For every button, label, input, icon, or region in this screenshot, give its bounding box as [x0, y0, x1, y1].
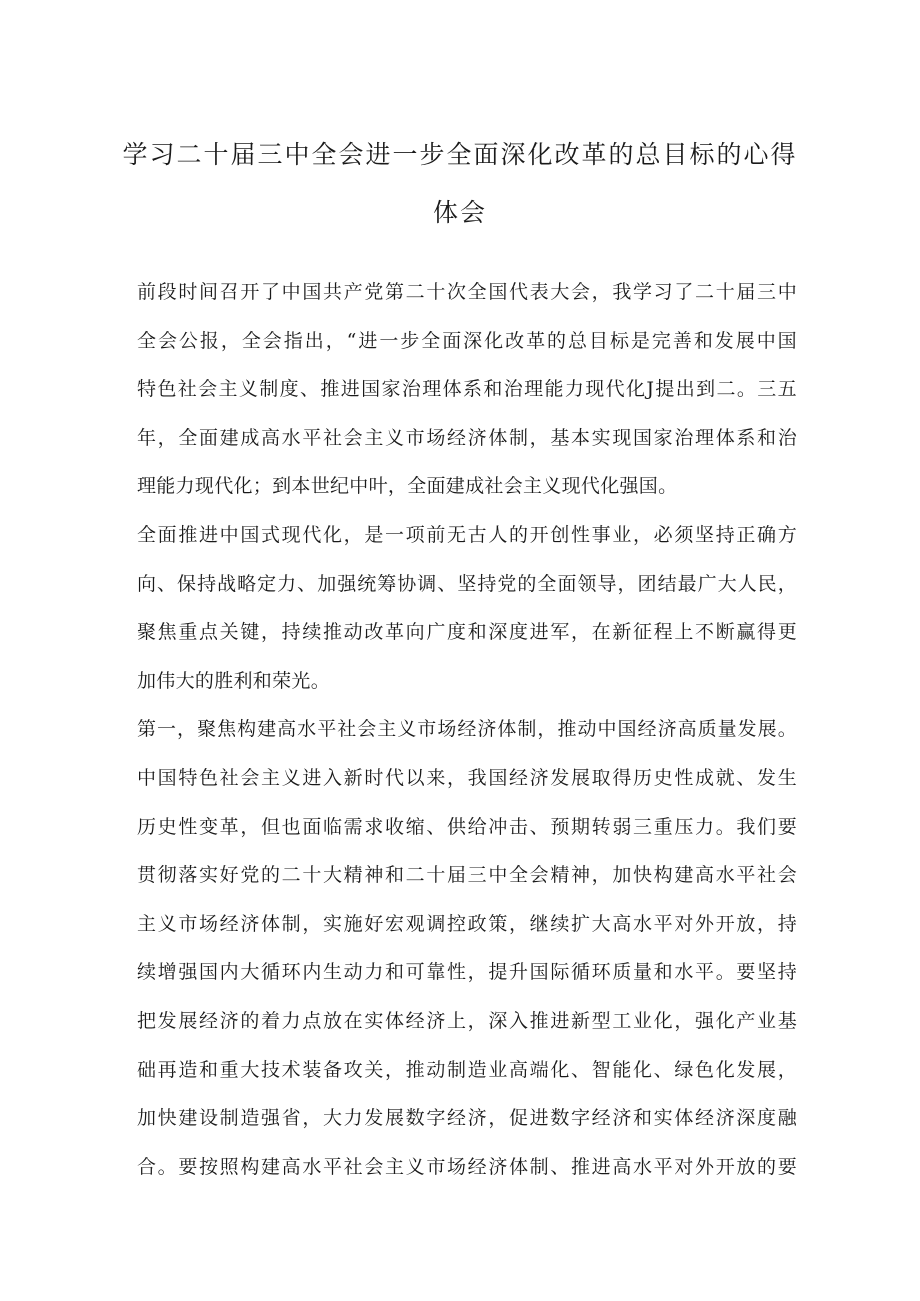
text-line: 中国特色社会主义进入新时代以来，我国经济发展取得历史性成就、发生 [137, 766, 797, 789]
text-line: 合。要按照构建高水平社会主义市场经济体制、推进高水平对外开放的要 [137, 1155, 797, 1178]
text-line: 贯彻落实好党的二十大精神和二十届三中全会精神，加快构建高水平社会 [137, 864, 797, 887]
text-line: 主义市场经济体制，实施好宏观调控政策，继续扩大高水平对外开放，持 [137, 912, 797, 935]
text-line: 历史性变革，但也面临需求收缩、供给冲击、预期转弱三重压力。我们要 [137, 815, 797, 838]
text-line: 年，全面建成高水平社会主义市场经济体制，基本实现国家治理体系和治 [137, 426, 797, 449]
text-line: 向、保持战略定力、加强统筹协调、坚持党的全面领导，团结最广大人民， [137, 572, 797, 595]
text-line: 础再造和重大技术装备攻关，推动制造业高端化、智能化、绿色化发展， [137, 1058, 797, 1081]
text-line: 加快建设制造强省，大力发展数字经济，促进数字经济和实体经济深度融 [137, 1107, 797, 1130]
text-line: 把发展经济的着力点放在实体经济上，深入推进新型工业化，强化产业基 [137, 1009, 797, 1032]
text-line: 特色社会主义制度、推进国家治理体系和治理能力现代化J提出到二。三五 [137, 378, 797, 401]
document-title-line-2: 体会 [432, 198, 487, 227]
text-line: 聚焦重点关键，持续推动改革向广度和深度进军，在新征程上不断赢得更 [137, 621, 797, 644]
document-body [137, 268, 797, 1191]
text-line: 前段时间召开了中国共产党第二十次全国代表大会，我学习了二十届三中 [137, 281, 797, 303]
text-line: 全会公报，全会指出，“进一步全面深化改革的总目标是完善和发展中国 [137, 329, 797, 352]
text-line: 续增强国内大循环内生动力和可靠性，提升国际循环质量和水平。要坚持 [137, 961, 797, 984]
document-title-line-1: 学习二十届三中全会进一步全面深化改革的总目标的心得 [122, 140, 798, 169]
text-line: 全面推进中国式现代化，是一项前无古人的开创性事业，必须坚持正确方 [137, 523, 797, 546]
text-line: 理能力现代化；到本世纪中叶，全面建成社会主义现代化强国。 [137, 475, 678, 498]
text-line: 第一，聚焦构建高水平社会主义市场经济体制，推动中国经济高质量发展。 [137, 718, 797, 741]
text-line: 加伟大的胜利和荣光。 [137, 669, 331, 692]
